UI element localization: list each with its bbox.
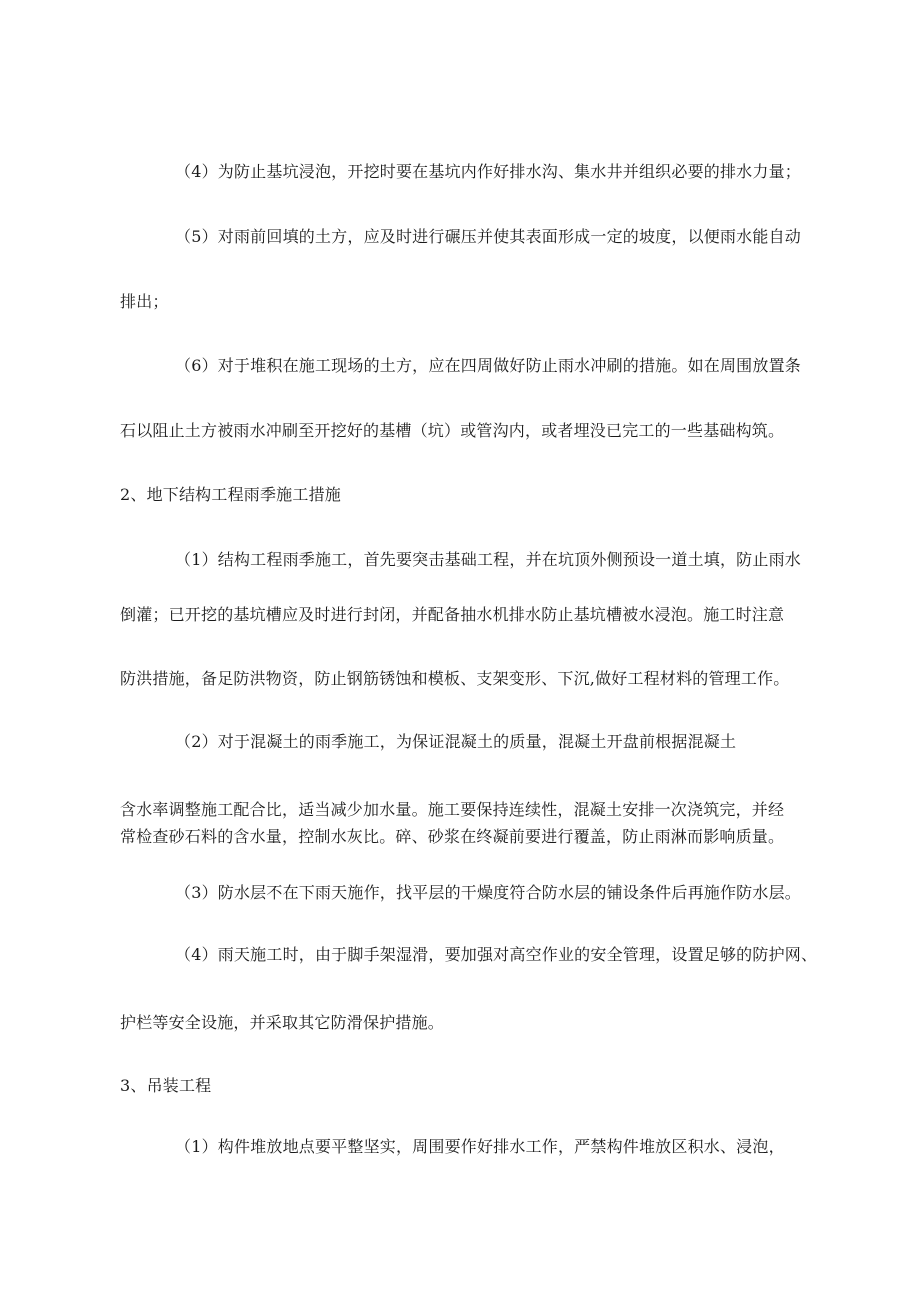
- paragraph-line: （6）对于堆积在施工现场的土方，应在四周做好防止雨水冲刷的措施。如在周围放置条: [175, 356, 801, 375]
- paragraph-line: 含水率调整施工配合比，适当减少加水量。施工要保持连续性，混凝土安排一次浇筑完，并经: [120, 800, 785, 819]
- paragraph-line: （1）结构工程雨季施工，首先要突击基础工程，并在坑顶外侧预设一道土填，防止雨水: [175, 550, 801, 569]
- paragraph-line: 排出；: [120, 292, 169, 311]
- paragraph-line: 石以阻止土方被雨水冲刷至开挖好的基槽（坑）或管沟内，或者埋没已完工的一些基础构筑。: [120, 421, 785, 440]
- paragraph-line: （3）防水层不在下雨天施作，找平层的干燥度符合防水层的铺设条件后再施作防水层。: [175, 883, 801, 902]
- paragraph-line: （2）对于混凝土的雨季施工，为保证混凝土的质量，混凝土开盘前根据混凝土: [175, 732, 737, 751]
- paragraph-line: 护栏等安全设施，并采取其它防滑保护措施。: [120, 1013, 445, 1032]
- paragraph-line: （4）为防止基坑浸泡，开挖时要在基坑内作好排水沟、集水井并组织必要的排水力量；: [175, 162, 801, 181]
- paragraph-line: （4）雨天施工时，由于脚手架湿滑，要加强对高空作业的安全管理，设置足够的防护网、: [175, 945, 818, 964]
- paragraph-line: （1）构件堆放地点要平整坚实，周围要作好排水工作，严禁构件堆放区积水、浸泡，: [175, 1137, 785, 1156]
- paragraph-line: 倒灌；已开挖的基坑槽应及时进行封闭，并配备抽水机排水防止基坑槽被水浸泡。施工时注意: [120, 605, 785, 624]
- section-heading: 3、吊装工程: [120, 1076, 212, 1095]
- paragraph-line: （5）对雨前回填的土方，应及时进行碾压并使其表面形成一定的坡度，以便雨水能自动: [175, 227, 801, 246]
- paragraph-line: 防洪措施，备足防洪物资，防止钢筋锈蚀和模板、支架变形、下沉,做好工程材料的管理工作。: [120, 669, 790, 688]
- section-heading: 2、地下结构工程雨季施工措施: [120, 485, 341, 504]
- paragraph-line: 常检查砂石料的含水量，控制水灰比。碎、砂浆在终凝前要进行覆盖，防止雨淋而影响质量。: [120, 827, 785, 846]
